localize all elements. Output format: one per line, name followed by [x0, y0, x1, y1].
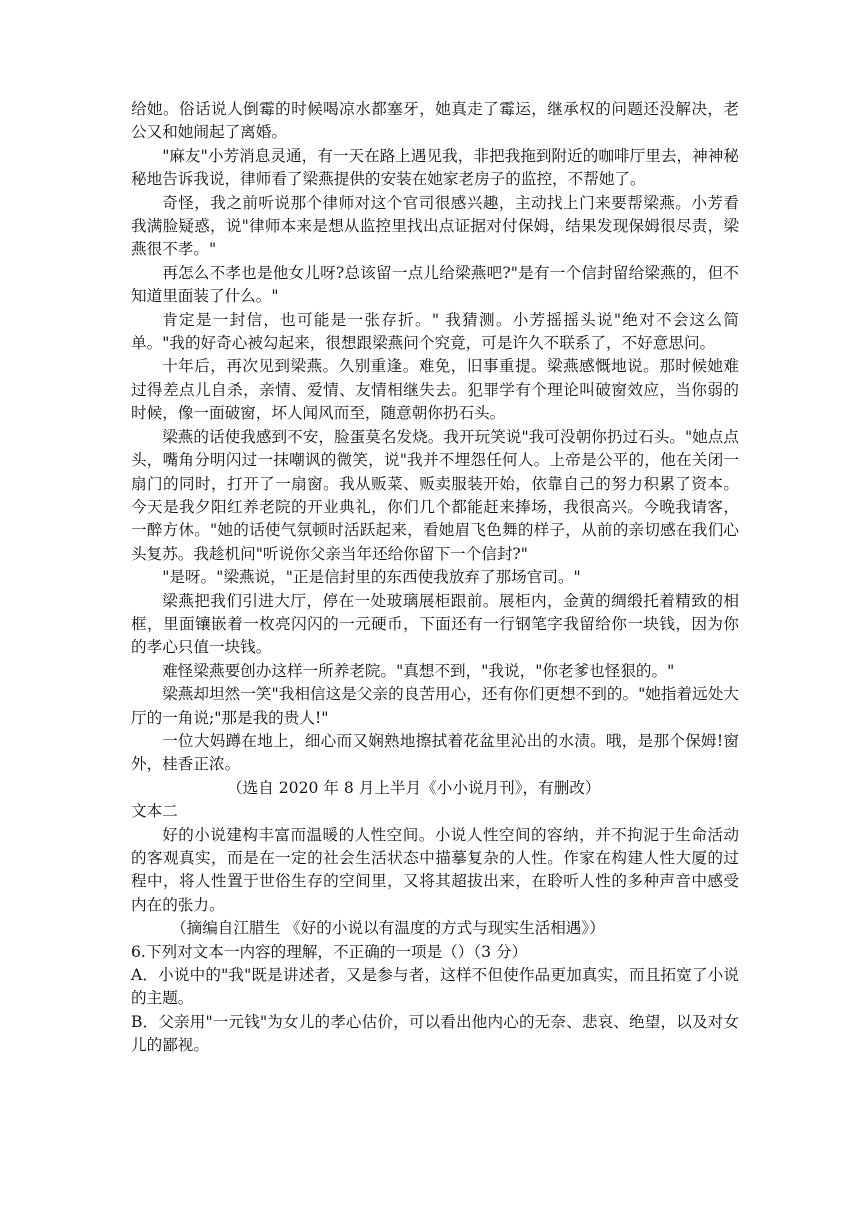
text1-paragraph: 难怪梁燕要创办这样一所养老院。"真想不到，"我说，"你老爹也怪狠的。": [162, 661, 675, 680]
text1-paragraph: "是呀。"梁燕说，"正是信封里的东西使我放弃了那场官司。": [162, 568, 581, 587]
text1-source: （选自 2020 年 8 月上半月《小小说月刊》，有删改）: [227, 778, 601, 797]
text1-paragraph: 十年后，再次见到梁燕。久别重逢。难免，旧事重提。梁燕感慨地说。那时候她难过得差点儿自杀，亲情、爱情、友情相继失去。犯罪学有个理论叫破窗效应，当你弱的时候，像一面破窗，坏人闻风而至，随意朝你扔石头。: [131, 357, 739, 423]
option-b: B．父亲用"一元钱"为女儿的孝心估价，可以看出他内心的无奈、悲哀、绝望，以及对女儿的鄙视。: [131, 1012, 739, 1055]
text1-paragraph: "麻友"小芳消息灵通，有一天在路上遇见我，非把我拖到附近的咖啡厅里去，神神秘秘地告诉我说，律师看了梁燕提供的安装在她家老房子的监控，不帮她了。: [131, 146, 739, 189]
text1-paragraph: 梁燕的话使我感到不安，脸蛋莫名发烧。我开玩笑说"我可没朝你扔过石头。"她点点头，嘴角分明闪过一抹嘲讽的微笑，说"我并不埋怨任何人。上帝是公平的，他在关闭一扇门的同时，打开了一扇窗。我从贩菜、贩卖服装开始，依靠自己的努力积累了资本。今天是我夕阳红养老院的开业典礼，你们几个都能赶来捧场，我很高兴。今晚我请客，一醉方休。"她的话使气氛顿时活跃起来，看她眉飞色舞的样子，从前的亲切感在我们心头复苏。我趁机问"听说你父亲当年还给你留下一个信封?": [131, 427, 739, 563]
text2-heading: 文本二: [131, 802, 178, 821]
text1-paragraph: 肯定是一封信，也可能是一张存折。" 我猜测。小芳摇摇头说"绝对不会这么简单。"我的好奇心被勾起来，很想跟梁燕问个究竟，可是许久不联系了，不好意思问。: [131, 310, 739, 353]
text2-source: （摘编自江腊生 《好的小说以有温度的方式与现实生活相遇》）: [171, 919, 605, 938]
text1-paragraph: 梁燕把我们引进大厅，停在一处玻璃展柜跟前。展柜内，金黄的绸缎托着精致的相框，里面镶嵌着一枚亮闪闪的一元硬币，下面还有一行钢笔字我留给你一块钱，因为你的孝心只值一块钱。: [131, 591, 739, 657]
text1-paragraph: 再怎么不孝也是他女儿呀?总该留一点儿给梁燕吧?"是有一个信封留给梁燕的，但不知道里面装了什么。": [131, 263, 739, 306]
text1-paragraph: 奇怪，我之前听说那个律师对这个官司很感兴趣，主动找上门来要帮梁燕。小芳看我满脸疑惑，说"律师本来是想从监控里找出点证据对付保姆，结果发现保姆很尽责，梁燕很不孝。": [131, 193, 739, 259]
option-a: A．小说中的"我"既是讲述者，又是参与者，这样不但使作品更加真实，而且拓宽了小说的主题。: [131, 966, 739, 1008]
text2-paragraph: 好的小说建构丰富而温暖的人性空间。小说人性空间的容纳，并不拘泥于生命活动的客观真实，而是在一定的社会生活状态中描摹复杂的人性。作家在构建人性大厦的过程中，将人性置于世俗生存的空间里，又将其超拔出来，在聆听人性的多种声音中感受内在的张力。: [131, 825, 739, 914]
document-page: [131, 98, 739, 1058]
text1-paragraph: 一位大妈蹲在地上，细心而又娴熟地擦拭着花盆里沁出的水渍。哦，是那个保姆!窗外，桂香正浓。: [131, 731, 739, 774]
question-stem: 6.下列对文本一内容的理解，不正确的一项是（）（3 分）: [131, 942, 528, 961]
text1-paragraph: 梁燕却坦然一笑"我相信这是父亲的良苦用心，还有你们更想不到的。"她指着远处大厅的一角说;"那是我的贵人!": [131, 685, 739, 727]
text1-paragraph: 给她。俗话说人倒霉的时候喝凉水都塞牙，她真走了霉运，继承权的问题还没解决，老公又和她闹起了离婚。: [131, 100, 739, 142]
